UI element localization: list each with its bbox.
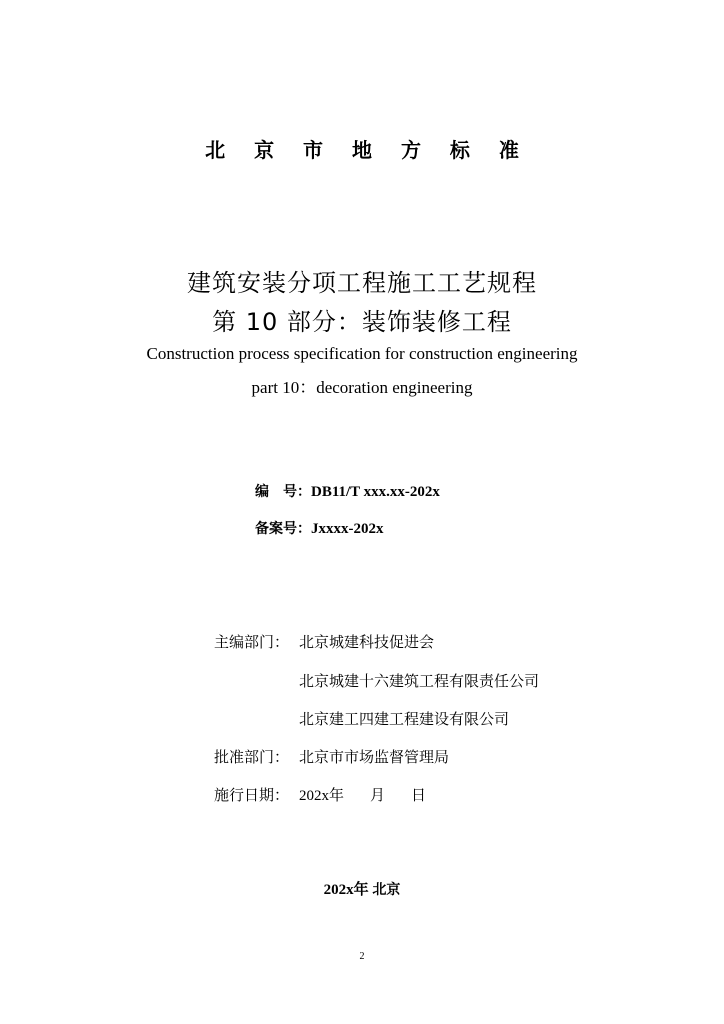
editor-organization-1: 北京城建科技促进会: [299, 633, 435, 651]
editor-label: 主编部门：: [214, 633, 290, 651]
effective-day: 日: [411, 786, 427, 804]
effective-year: 202x年: [299, 788, 345, 804]
editor-organization-3: 北京建工四建工程建设有限公司: [299, 710, 510, 728]
effective-date: [299, 784, 426, 805]
record-number-value: Jxxxx-202x: [311, 521, 384, 537]
publication-year-place: [0, 878, 724, 899]
title-zh-line1: 建筑安装分项工程施工工艺规程: [187, 269, 537, 297]
standard-code-value: DB11/T xxx.xx-202x: [311, 484, 440, 500]
effective-month: 月: [370, 786, 386, 804]
effective-date-label: 施行日期：: [214, 786, 290, 804]
record-number-label: 备案号：: [255, 521, 311, 537]
approver-label: 批准部门：: [214, 748, 290, 766]
standard-code-label: 编 号：: [255, 484, 311, 500]
publication-place: 北京: [372, 882, 401, 898]
page-number: 2: [359, 951, 365, 962]
title-zh-line2: 第 10 部分：装饰装修工程: [212, 308, 512, 336]
standard-code-row: [255, 481, 440, 501]
standard-level-heading: 北 京 市 地 方 标 准: [205, 138, 530, 162]
title-en-line2: part 10：decoration engineering: [251, 378, 473, 397]
approver-organization: 北京市市场监督管理局: [299, 748, 450, 766]
record-number-row: [255, 518, 384, 538]
title-en-line1: Construction process specification for construction engineering: [146, 344, 578, 363]
editor-organization-2: 北京城建十六建筑工程有限责任公司: [299, 672, 540, 690]
publication-year: 202x年: [323, 882, 369, 898]
